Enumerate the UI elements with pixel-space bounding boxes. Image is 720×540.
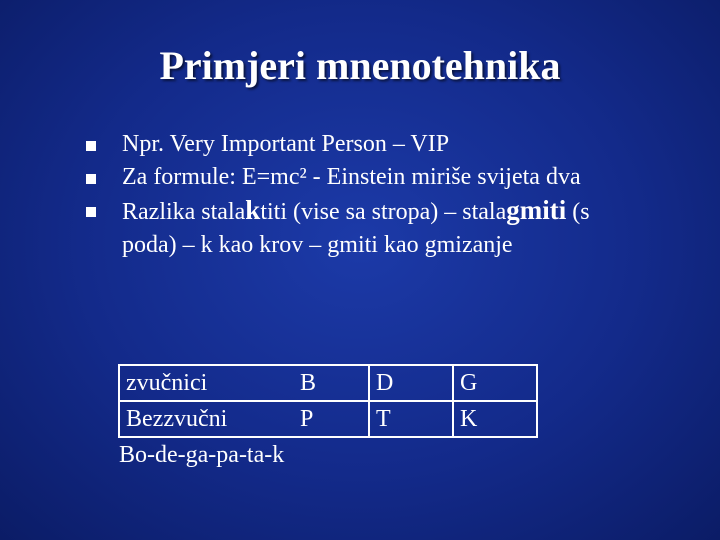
bullet-text-part: titi (vise sa stropa) – stala [260, 199, 507, 225]
square-bullet-icon [86, 174, 96, 184]
slide-title: Primjeri mnenotehnika [159, 43, 561, 88]
table-row [119, 401, 537, 437]
square-bullet-icon [86, 207, 96, 217]
bullet-item [86, 128, 646, 161]
bullet-list [86, 128, 646, 262]
table-cell-empty [369, 437, 453, 472]
table-cell: T [369, 401, 453, 437]
bullet-text: Npr. Very Important Person – VIP [122, 131, 450, 157]
bullet-text-part: Razlika stala [122, 199, 246, 225]
square-bullet-icon [86, 141, 96, 151]
bullet-item [86, 194, 646, 262]
voicing-table [118, 364, 538, 472]
bullet-text-emphasis: gmiti [506, 195, 567, 225]
table-row [119, 437, 537, 472]
table-cell: B [294, 365, 369, 401]
table-cell: Bezzvučni [119, 401, 294, 437]
table-cell: P [294, 401, 369, 437]
table-footer: Bo-de-ga-pa-ta-k [119, 442, 285, 468]
table-cell: zvučnici [119, 365, 294, 401]
table-cell: G [453, 365, 537, 401]
table-cell: K [453, 401, 537, 437]
bullet-text: Za formule: E=mc² - Einstein miriše svijeta dva [122, 164, 581, 190]
bullet-text-part: (s poda) – k kao krov – gmiti kao gmizanje [122, 199, 590, 258]
table-cell-empty [453, 437, 537, 472]
table-cell: D [369, 365, 453, 401]
table-row [119, 365, 537, 401]
bullet-text-emphasis: k [245, 195, 261, 225]
bullet-item [86, 161, 646, 194]
